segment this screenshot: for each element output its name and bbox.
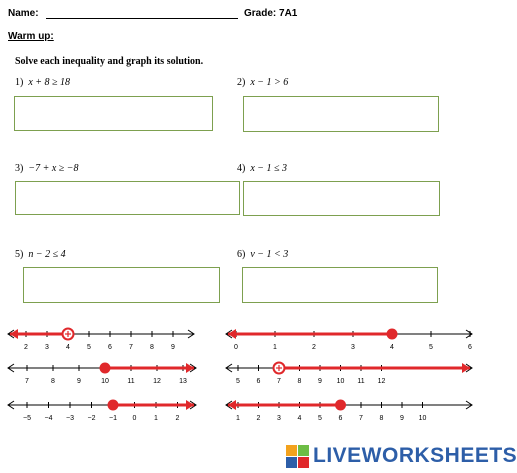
tick-label: 1 [154, 415, 158, 422]
tick-label: 0 [234, 344, 238, 351]
tick-label: 6 [338, 415, 343, 422]
problem-6: 6) v − 1 < 3 [237, 249, 289, 260]
tick-label: 2 [24, 344, 28, 351]
problem-5: 5) n − 2 ≤ 4 [15, 249, 66, 260]
tick-label: 4 [66, 344, 70, 351]
tick-label: 10 [336, 378, 345, 385]
problem-3: 3) −7 + x ≥ −8 [15, 163, 79, 174]
tick-label: 5 [236, 378, 240, 385]
number-line-1[interactable] [0, 326, 240, 354]
problem-1: 1) x + 8 ≥ 18 [15, 77, 71, 88]
tick-label: 7 [277, 378, 281, 385]
tick-label: 9 [400, 415, 404, 422]
name-blank-line [46, 18, 238, 19]
tick-label: 8 [297, 378, 302, 385]
tick-label: 1 [236, 415, 240, 422]
tick-label: −3 [66, 415, 74, 422]
tick-label: 3 [351, 344, 355, 351]
number-line-3[interactable] [0, 360, 240, 388]
tick-label: 5 [318, 415, 322, 422]
tick-label: 1 [273, 344, 277, 351]
closed-endpoint [387, 329, 398, 340]
instruction-text: Solve each inequality and graph its solution. [15, 56, 204, 67]
grade-label: Grade: 7A1 [244, 8, 298, 19]
tick-label: 13 [179, 378, 187, 385]
answer-box-5[interactable] [23, 267, 220, 303]
watermark-text: LIVEWORKSHEETS [313, 444, 517, 467]
tick-label: 3 [45, 344, 49, 351]
tick-label: 4 [297, 415, 302, 422]
answer-box-6[interactable] [242, 267, 438, 303]
number-line-2[interactable] [222, 326, 480, 354]
answer-box-2[interactable] [243, 96, 439, 132]
tick-label: 9 [171, 344, 175, 351]
problem-4: 4) x − 1 ≤ 3 [237, 163, 288, 174]
tick-label: 5 [429, 344, 433, 351]
tick-label: −4 [44, 415, 53, 422]
tick-label: 10 [101, 378, 109, 385]
tick-label: 4 [390, 344, 394, 351]
tick-label: 6 [108, 344, 112, 351]
tick-label: 7 [129, 344, 133, 351]
tick-label: −2 [87, 415, 96, 422]
liveworksheets-logo-icon [286, 445, 310, 469]
tick-label: 7 [359, 415, 363, 422]
closed-endpoint [108, 400, 119, 411]
tick-label: 12 [377, 378, 386, 385]
tick-label: −5 [23, 415, 31, 422]
closed-endpoint [100, 363, 111, 374]
tick-label: 5 [87, 344, 91, 351]
tick-label: 0 [132, 415, 137, 422]
tick-label: 12 [153, 378, 161, 385]
tick-label: −1 [109, 415, 117, 422]
tick-label: 8 [51, 378, 55, 385]
tick-label: 8 [379, 415, 384, 422]
tick-label: 2 [256, 415, 261, 422]
number-line-4[interactable] [222, 360, 480, 388]
tick-label: 6 [256, 378, 261, 385]
number-line-6[interactable] [222, 397, 480, 425]
warmup-heading: Warm up: [8, 31, 54, 42]
tick-label: 7 [25, 378, 29, 385]
name-label: Name: [8, 8, 39, 19]
answer-box-4[interactable] [243, 181, 440, 216]
problem-2: 2) x − 1 > 6 [237, 77, 289, 88]
number-line-5[interactable] [0, 397, 240, 425]
tick-label: 11 [127, 378, 135, 385]
tick-label: 6 [468, 344, 472, 351]
tick-label: 9 [318, 378, 322, 385]
tick-label: 9 [77, 378, 81, 385]
tick-label: 11 [357, 378, 365, 385]
answer-box-1[interactable] [14, 96, 213, 131]
tick-label: 2 [175, 415, 180, 422]
tick-label: 8 [150, 344, 154, 351]
closed-endpoint [335, 400, 346, 411]
answer-box-3[interactable] [15, 181, 240, 215]
tick-label: 2 [312, 344, 316, 351]
tick-label: 3 [277, 415, 281, 422]
tick-label: 10 [418, 415, 427, 422]
